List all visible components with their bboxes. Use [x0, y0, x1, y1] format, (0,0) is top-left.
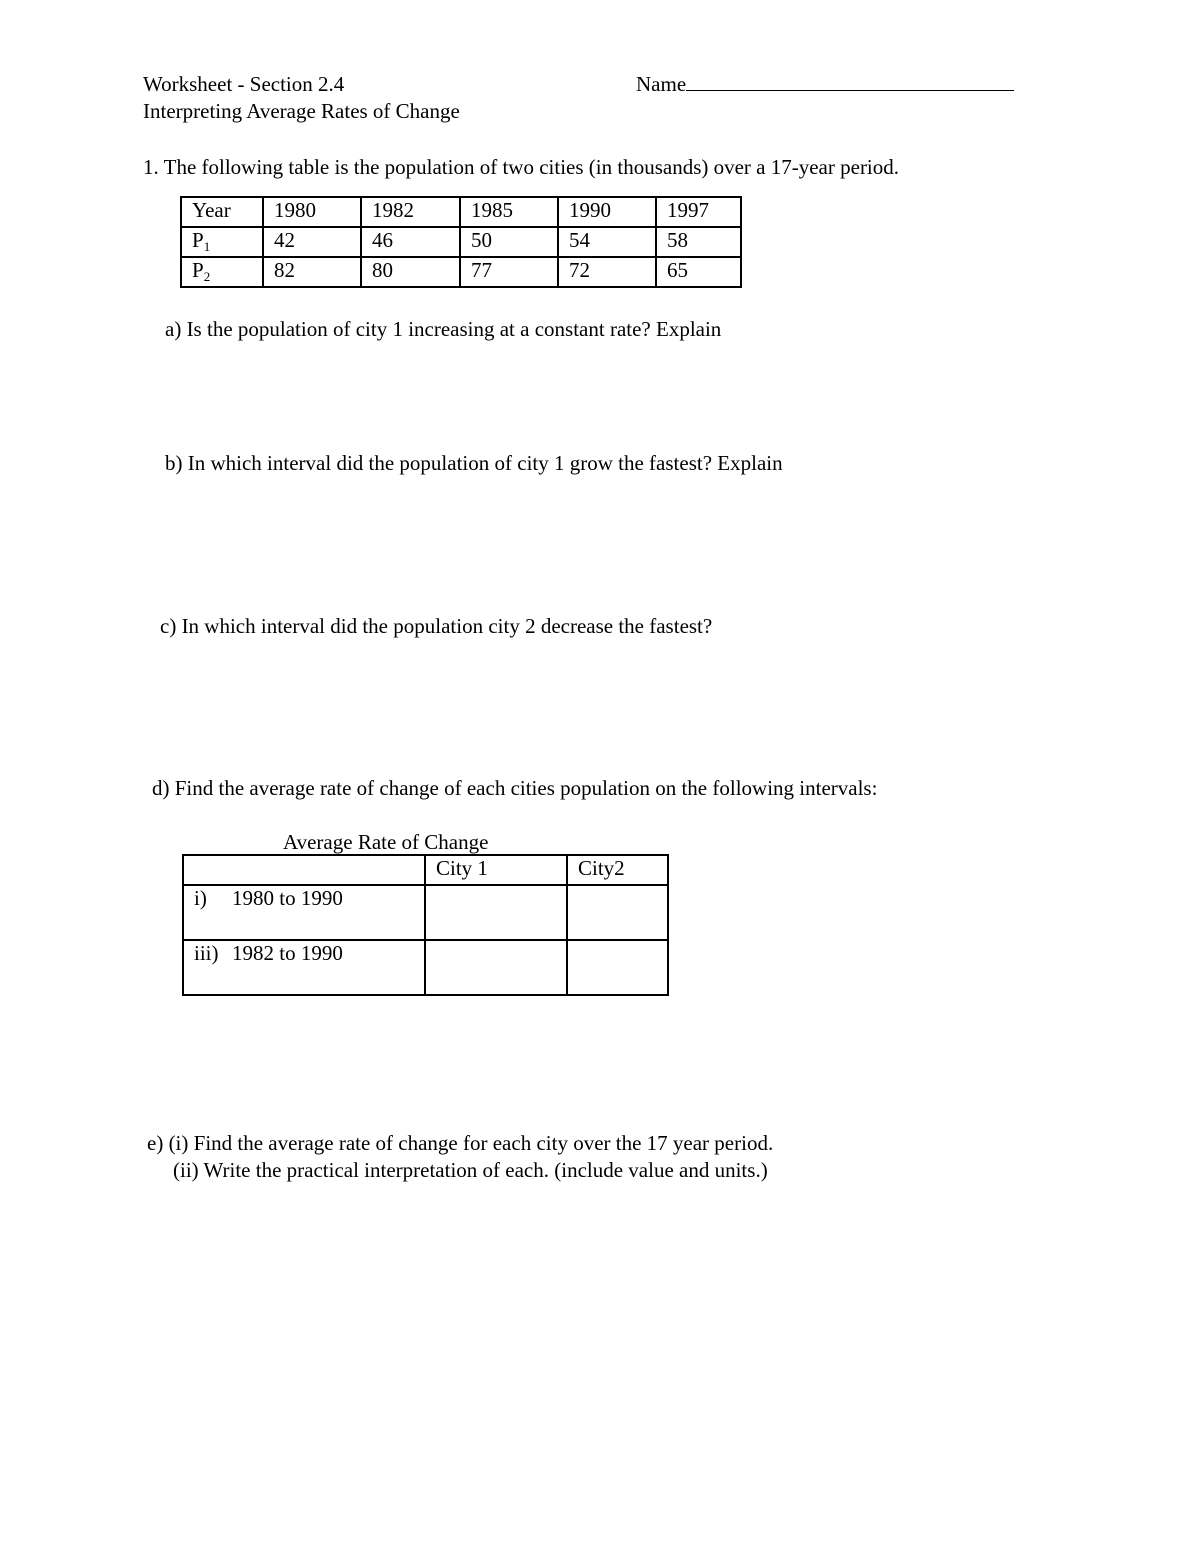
table-cell: 1985 — [460, 197, 558, 227]
table-row-label: $P_1$ — [181, 227, 263, 257]
table-cell: 1982 — [361, 197, 460, 227]
table-cell: 1980 — [263, 197, 361, 227]
table-cell: 58 — [656, 227, 741, 257]
average-rate-table — [182, 854, 669, 996]
table-cell — [183, 855, 425, 885]
question-1-prompt: 1. The following table is the population of two cities (in thousands) over a 17-year period. — [143, 155, 900, 179]
table-cell: 65 — [656, 257, 741, 287]
table-cell: City2 — [567, 855, 668, 885]
question-part-a: a) Is the population of city 1 increasing at a constant rate? Explain — [165, 317, 722, 341]
population-table — [180, 196, 742, 288]
table-row-label: iii) 1982 to 1990 — [183, 940, 425, 995]
question-part-c: c) In which interval did the population city 2 decrease the fastest? — [160, 614, 713, 638]
table-row-label: i) 1980 to 1990 — [183, 885, 425, 940]
table-header-row — [181, 197, 741, 227]
rate-table-caption: Average Rate of Change — [283, 830, 489, 854]
answer-cell-city2[interactable] — [567, 885, 668, 940]
table-cell: 72 — [558, 257, 656, 287]
table-cell: 46 — [361, 227, 460, 257]
table-row — [183, 940, 668, 995]
table-cell: Year — [181, 197, 263, 227]
answer-cell-city2[interactable] — [567, 940, 668, 995]
table-row — [181, 257, 741, 287]
table-cell: 80 — [361, 257, 460, 287]
table-cell: 50 — [460, 227, 558, 257]
answer-cell-city1[interactable] — [425, 885, 567, 940]
question-part-e-ii: (ii) Write the practical interpretation of each. (include value and units.) — [173, 1158, 768, 1182]
question-part-d: d) Find the average rate of change of each cities population on the following intervals: — [152, 776, 878, 800]
table-header-row — [183, 855, 668, 885]
table-cell: 54 — [558, 227, 656, 257]
question-part-b: b) In which interval did the population of city 1 grow the fastest? Explain — [165, 451, 783, 475]
table-row — [181, 227, 741, 257]
name-field[interactable] — [636, 74, 1014, 95]
table-row-label: $P_2$ — [181, 257, 263, 287]
name-blank-line[interactable] — [686, 74, 1014, 91]
table-cell: 42 — [263, 227, 361, 257]
table-cell: 82 — [263, 257, 361, 287]
answer-cell-city1[interactable] — [425, 940, 567, 995]
worksheet-subtitle: Interpreting Average Rates of Change — [143, 99, 460, 123]
table-cell: City 1 — [425, 855, 567, 885]
worksheet-title: Worksheet - Section 2.4 — [143, 72, 345, 96]
table-cell: 77 — [460, 257, 558, 287]
question-part-e-i: e) (i) Find the average rate of change for each city over the 17 year period. — [147, 1131, 774, 1155]
name-label: Name — [636, 72, 687, 96]
table-row — [183, 885, 668, 940]
table-cell: 1997 — [656, 197, 741, 227]
table-cell: 1990 — [558, 197, 656, 227]
